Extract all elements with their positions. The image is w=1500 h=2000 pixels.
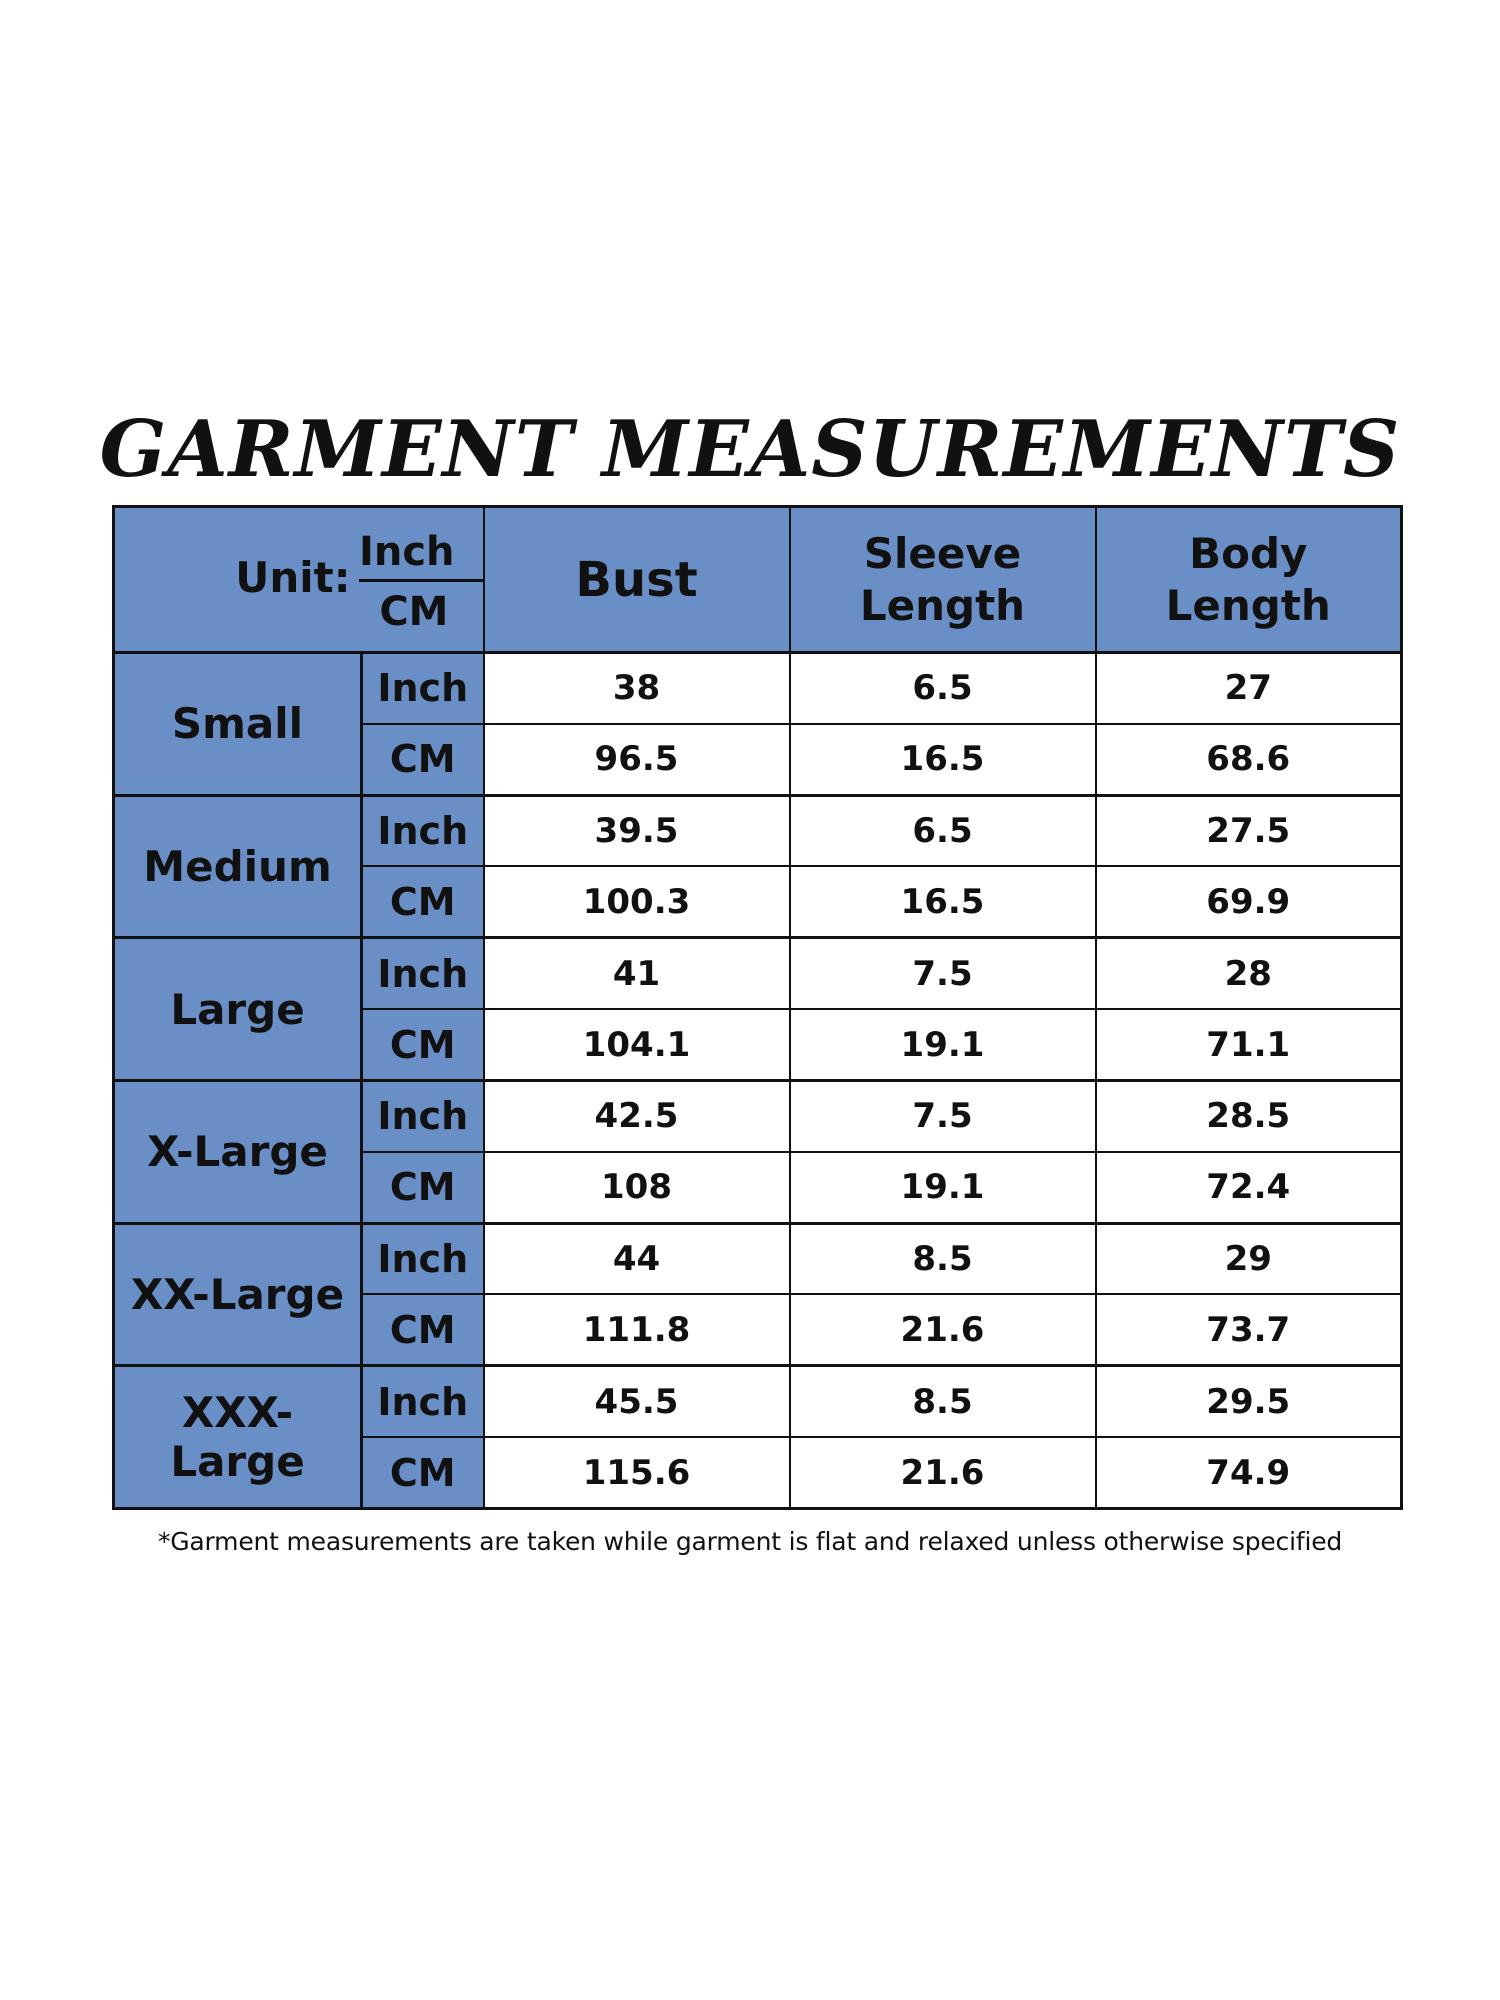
value-body-length-inch: 27.5 xyxy=(1096,795,1402,866)
value-bust-cm: 104.1 xyxy=(484,1009,790,1080)
value-sleeve-length-cm: 16.5 xyxy=(790,866,1096,937)
value-sleeve-length-inch: 7.5 xyxy=(790,938,1096,1009)
unit-inch-cell: Inch xyxy=(362,795,484,866)
size-label: Small xyxy=(114,653,362,796)
value-bust-inch: 42.5 xyxy=(484,1080,790,1151)
unit-inch-cell: Inch xyxy=(362,1223,484,1294)
size-label: XX-Large xyxy=(114,1223,362,1366)
value-body-length-inch: 28 xyxy=(1096,938,1402,1009)
value-sleeve-length-inch: 7.5 xyxy=(790,1080,1096,1151)
value-sleeve-length-inch: 8.5 xyxy=(790,1366,1096,1437)
unit-cm-label: CM xyxy=(379,589,449,635)
table-body xyxy=(114,653,1402,1509)
unit-divider-line xyxy=(359,579,483,582)
column-header-sleeve-length xyxy=(790,507,1096,653)
unit-inch-cell: Inch xyxy=(362,653,484,724)
size-label: X-Large xyxy=(114,1080,362,1223)
value-body-length-cm: 73.7 xyxy=(1096,1294,1402,1365)
size-label: Large xyxy=(114,938,362,1081)
value-bust-inch: 44 xyxy=(484,1223,790,1294)
value-body-length-cm: 72.4 xyxy=(1096,1152,1402,1223)
value-sleeve-length-inch: 6.5 xyxy=(790,653,1096,724)
value-body-length-cm: 74.9 xyxy=(1096,1437,1402,1508)
size-label: XXX-Large xyxy=(114,1366,362,1509)
value-bust-inch: 41 xyxy=(484,938,790,1009)
table-row xyxy=(114,1080,1402,1151)
table-header-row xyxy=(114,507,1402,653)
value-bust-cm: 111.8 xyxy=(484,1294,790,1365)
value-body-length-inch: 27 xyxy=(1096,653,1402,724)
unit-inch-cell: Inch xyxy=(362,938,484,1009)
value-bust-cm: 100.3 xyxy=(484,866,790,937)
unit-inch-cell: Inch xyxy=(362,1080,484,1151)
unit-cm-cell: CM xyxy=(362,1009,484,1080)
value-sleeve-length-inch: 8.5 xyxy=(790,1223,1096,1294)
value-body-length-cm: 69.9 xyxy=(1096,866,1402,937)
value-bust-inch: 45.5 xyxy=(484,1366,790,1437)
value-bust-cm: 108 xyxy=(484,1152,790,1223)
table-row xyxy=(114,795,1402,866)
value-sleeve-length-cm: 19.1 xyxy=(790,1152,1096,1223)
table-row xyxy=(114,938,1402,1009)
unit-cm-cell: CM xyxy=(362,724,484,795)
table-row xyxy=(114,1223,1402,1294)
table-row xyxy=(114,1366,1402,1437)
value-sleeve-length-cm: 21.6 xyxy=(790,1294,1096,1365)
value-sleeve-length-cm: 16.5 xyxy=(790,724,1096,795)
unit-cm-cell: CM xyxy=(362,1294,484,1365)
unit-inch-cell: Inch xyxy=(362,1366,484,1437)
sleeve-length-text: Sleeve Length xyxy=(859,528,1026,630)
value-bust-cm: 96.5 xyxy=(484,724,790,795)
value-body-length-inch: 29.5 xyxy=(1096,1366,1402,1437)
unit-cm-cell: CM xyxy=(362,866,484,937)
value-body-length-cm: 68.6 xyxy=(1096,724,1402,795)
value-body-length-inch: 28.5 xyxy=(1096,1080,1402,1151)
unit-header-cell xyxy=(114,507,484,653)
value-body-length-inch: 29 xyxy=(1096,1223,1402,1294)
footnote: *Garment measurements are taken while garment is flat and relaxed unless otherwise specified xyxy=(157,1527,1343,1556)
size-label: Medium xyxy=(114,795,362,938)
unit-cm-cell: CM xyxy=(362,1152,484,1223)
table-row xyxy=(114,653,1402,724)
value-bust-inch: 38 xyxy=(484,653,790,724)
unit-inch-label: Inch xyxy=(358,529,455,575)
value-sleeve-length-cm: 21.6 xyxy=(790,1437,1096,1508)
unit-label: Unit: xyxy=(235,553,351,602)
value-sleeve-length-cm: 19.1 xyxy=(790,1009,1096,1080)
value-bust-inch: 39.5 xyxy=(484,795,790,866)
body-length-text: Body Length xyxy=(1165,528,1331,630)
value-bust-cm: 115.6 xyxy=(484,1437,790,1508)
page-title: GARMENT MEASUREMENTS xyxy=(99,404,1401,495)
measurement-table xyxy=(112,505,1403,1510)
unit-cm-cell: CM xyxy=(362,1437,484,1508)
column-header-bust: Bust xyxy=(484,507,790,653)
value-body-length-cm: 71.1 xyxy=(1096,1009,1402,1080)
value-sleeve-length-inch: 6.5 xyxy=(790,795,1096,866)
column-header-body-length xyxy=(1096,507,1402,653)
